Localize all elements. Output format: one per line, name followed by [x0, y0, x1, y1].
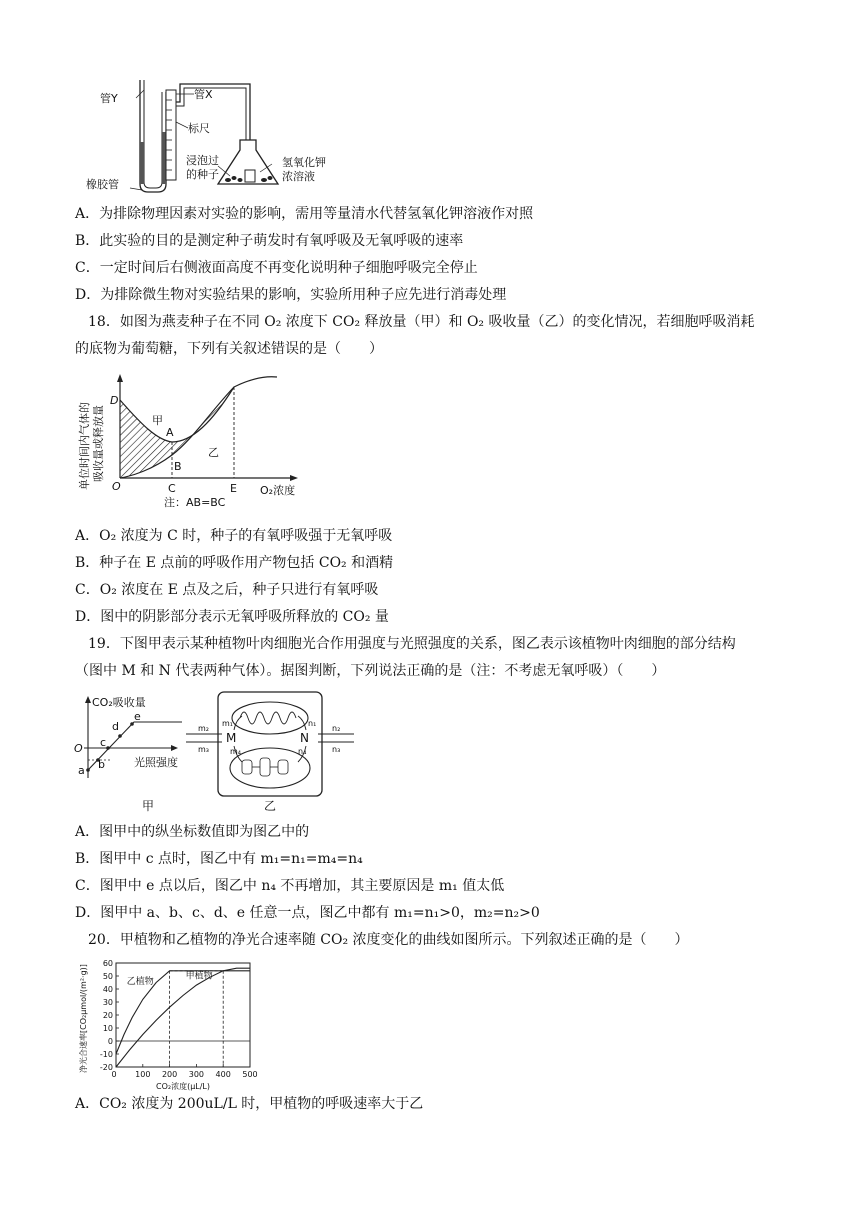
label-M: M: [226, 731, 237, 745]
origin-o: O: [112, 480, 121, 493]
jia-point-b: b: [98, 758, 105, 771]
label-m1: m₁: [222, 719, 233, 728]
label-koh-2: 浓溶液: [282, 170, 315, 183]
q20-stem: 20．甲植物和乙植物的净光合速率随 CO₂ 浓度变化的曲线如图所示。下列叙述正确的是（ ）: [88, 932, 689, 948]
y-tick-label: 50: [102, 972, 113, 981]
label-n3: n₃: [332, 745, 341, 754]
jia-origin: O: [74, 742, 83, 755]
q19-figure-jia: [74, 686, 204, 816]
q19-option-d: D．图甲中 a、b、c、d、e 任意一点，图乙中都有 m₁=n₁>0，m₂=n₂>0: [75, 905, 540, 921]
series-label-yi: 乙植物: [126, 976, 154, 987]
q19-option-b: B．图甲中 c 点时，图乙中有 m₁=n₁=m₄=n₄: [75, 851, 363, 867]
jia-x-label: 光照强度: [134, 756, 178, 769]
y-axis-label-2: 吸收量或释放量: [92, 405, 105, 482]
point-e: E: [230, 482, 237, 495]
x-tick-label: 300: [188, 1070, 205, 1079]
series-label-jia: 甲植物: [185, 971, 213, 982]
q19-option-c: C．图甲中 e 点以后，图乙中 n₄ 不再增加，其主要原因是 m₁ 值太低: [75, 878, 505, 894]
jia-y-label: CO₂吸收量: [92, 696, 146, 709]
x-tick-label: 0: [111, 1070, 117, 1079]
q18-option-a: A．O₂ 浓度为 C 时，种子的有氧呼吸强于无氧呼吸: [75, 528, 393, 544]
jia-point-d: d: [112, 720, 119, 733]
q18-figure: [72, 370, 302, 510]
point-b: B: [174, 460, 182, 473]
curve-yi-label: 乙: [208, 446, 219, 459]
y-tick-label: 60: [102, 959, 113, 968]
point-a: A: [166, 426, 174, 439]
label-n1: n₁: [308, 719, 317, 728]
label-tube-y: 管Y: [100, 92, 118, 105]
q19-figure-yi: [186, 686, 356, 816]
label-seeds-2: 的种子: [186, 168, 219, 181]
label-m4: m₄: [230, 747, 241, 756]
q17-option-a: A．为排除物理因素对实验的影响，需用等量清水代替氢氧化钾溶液作对照: [75, 206, 534, 222]
q20-chart: [74, 955, 260, 1091]
yi-caption: 乙: [264, 799, 277, 813]
x-tick-label: 400: [215, 1070, 231, 1079]
y-tick-label: 0: [107, 1037, 113, 1046]
q18-stem-line2: 的底物为葡萄糖，下列有关叙述错误的是（ ）: [75, 341, 383, 357]
jia-point-e: e: [134, 710, 141, 723]
q17-option-b: B．此实验的目的是测定种子萌发时有氧呼吸及无氧呼吸的速率: [75, 233, 464, 249]
q20-option-a: A．CO₂ 浓度为 200uL/L 时，甲植物的呼吸速率大于乙: [75, 1096, 424, 1112]
label-ruler: 标尺: [188, 122, 210, 135]
q19-option-a: A．图甲中的纵坐标数值即为图乙中的: [75, 824, 310, 840]
q19-stem-line1: 19．下图甲表示某种植物叶肉细胞光合作用强度与光照强度的关系，图乙表示该植物叶肉细胞的部分结构: [88, 636, 736, 652]
q17-apparatus-figure: [86, 72, 340, 197]
y-tick-label: -10: [99, 1050, 113, 1059]
x-axis-label: O₂浓度: [260, 484, 296, 497]
label-koh-1: 氢氧化钾: [282, 156, 326, 169]
q19-stem-line2: （图中 M 和 N 代表两种气体）。据图判断，下列说法正确的是（注：不考虑无氧呼吸）（ ）: [75, 663, 666, 679]
q18-option-d: D．图中的阴影部分表示无氧呼吸所释放的 CO₂ 量: [75, 609, 389, 625]
label-m3: m₃: [198, 745, 209, 754]
x-tick-label: 200: [161, 1070, 178, 1079]
figure-note: 注：AB=BC: [164, 496, 226, 509]
point-c: C: [168, 482, 176, 495]
jia-point-c: c: [100, 736, 107, 749]
q17-option-d: D．为排除微生物对实验结果的影响，实验所用种子应先进行消毒处理: [75, 287, 507, 303]
curve-jia-label: 甲: [152, 414, 163, 427]
label-tube-x: 管X: [194, 88, 213, 101]
label-rubber: 橡胶管: [86, 178, 119, 191]
label-n4: n₄: [298, 747, 307, 756]
label-seeds-1: 浸泡过: [186, 154, 219, 167]
y-tick-label: 20: [102, 1011, 113, 1020]
label-m2: m₂: [198, 724, 209, 733]
y-tick-label: 30: [102, 998, 113, 1007]
mitochondrion: [232, 702, 308, 734]
y-tick-label: -20: [99, 1063, 113, 1072]
point-d: D: [110, 394, 119, 407]
y-tick-label: 40: [102, 985, 113, 994]
q18-option-c: C．O₂ 浓度在 E 点及之后，种子只进行有氧呼吸: [75, 582, 379, 598]
jia-caption: 甲: [142, 799, 155, 813]
x-tick-label: 100: [135, 1070, 151, 1079]
y-axis-label-1: 单位时间内气体的: [78, 402, 91, 490]
label-N: N: [300, 731, 309, 745]
x-axis-label: CO₂浓度(μL/L): [155, 1082, 211, 1091]
label-n2: n₂: [332, 724, 341, 733]
q18-stem-line1: 18．如图为燕麦种子在不同 O₂ 浓度下 CO₂ 释放量（甲）和 O₂ 吸收量（乙）的变化情况，若细胞呼吸消耗: [88, 314, 755, 330]
x-tick-label: 500: [242, 1070, 258, 1079]
y-axis-label: 净光合速率[CO₂μmol/(m²·g)]: [79, 964, 88, 1073]
y-tick-label: 10: [102, 1024, 113, 1033]
jia-point-a: a: [78, 764, 85, 777]
q18-option-b: B．种子在 E 点前的呼吸作用产物包括 CO₂ 和酒精: [75, 555, 394, 571]
ruler: [166, 90, 176, 180]
q17-option-c: C．一定时间后右侧液面高度不再变化说明种子细胞呼吸完全停止: [75, 260, 478, 276]
